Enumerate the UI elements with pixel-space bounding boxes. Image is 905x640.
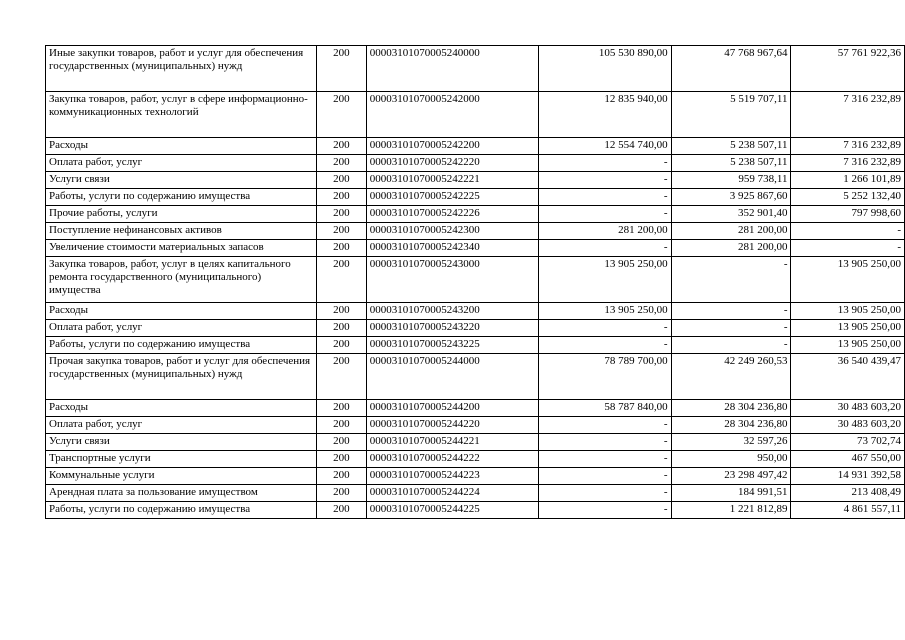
row-remaining-cell: 30 483 603,20 bbox=[791, 417, 905, 434]
row-executed-cell: 950,00 bbox=[671, 451, 791, 468]
row-executed-cell: 281 200,00 bbox=[671, 240, 791, 257]
row-name-cell: Транспортные услуги bbox=[46, 451, 317, 468]
row-kbk-cell: 00003101070005242225 bbox=[366, 189, 538, 206]
row-kbk-cell: 00003101070005244221 bbox=[366, 434, 538, 451]
row-name-cell: Расходы bbox=[46, 138, 317, 155]
row-approved-cell: - bbox=[539, 206, 671, 223]
row-remaining-cell: 7 316 232,89 bbox=[791, 155, 905, 172]
row-kbk-cell: 00003101070005243220 bbox=[366, 320, 538, 337]
row-remaining-cell: 13 905 250,00 bbox=[791, 257, 905, 303]
table-row bbox=[46, 240, 905, 257]
table-row bbox=[46, 320, 905, 337]
table-row bbox=[46, 46, 905, 92]
row-kbk-cell: 00003101070005240000 bbox=[366, 46, 538, 92]
row-executed-cell: 23 298 497,42 bbox=[671, 468, 791, 485]
row-approved-cell: - bbox=[539, 240, 671, 257]
row-kbk-cell: 00003101070005244220 bbox=[366, 417, 538, 434]
row-kbk-cell: 00003101070005242226 bbox=[366, 206, 538, 223]
row-code-cell: 200 bbox=[316, 354, 366, 400]
row-name-cell: Поступление нефинансовых активов bbox=[46, 223, 317, 240]
row-name-cell: Оплата работ, услуг bbox=[46, 320, 317, 337]
row-executed-cell: - bbox=[671, 320, 791, 337]
row-kbk-cell: 00003101070005244223 bbox=[366, 468, 538, 485]
row-executed-cell: 28 304 236,80 bbox=[671, 417, 791, 434]
row-approved-cell: - bbox=[539, 189, 671, 206]
row-executed-cell: - bbox=[671, 337, 791, 354]
table-row bbox=[46, 434, 905, 451]
row-name-cell: Закупка товаров, работ, услуг в целях капитального ремонта государственного (муниципального) имущества bbox=[46, 257, 317, 303]
row-remaining-cell: - bbox=[791, 223, 905, 240]
row-name-cell: Услуги связи bbox=[46, 434, 317, 451]
row-kbk-cell: 00003101070005242000 bbox=[366, 92, 538, 138]
row-kbk-cell: 00003101070005243225 bbox=[366, 337, 538, 354]
table-row bbox=[46, 468, 905, 485]
table-row bbox=[46, 189, 905, 206]
table-row bbox=[46, 303, 905, 320]
row-approved-cell: 12 554 740,00 bbox=[539, 138, 671, 155]
row-code-cell: 200 bbox=[316, 434, 366, 451]
row-kbk-cell: 00003101070005242200 bbox=[366, 138, 538, 155]
row-remaining-cell: 30 483 603,20 bbox=[791, 400, 905, 417]
row-remaining-cell: 5 252 132,40 bbox=[791, 189, 905, 206]
row-code-cell: 200 bbox=[316, 240, 366, 257]
row-name-cell: Увеличение стоимости материальных запасов bbox=[46, 240, 317, 257]
row-approved-cell: - bbox=[539, 434, 671, 451]
row-code-cell: 200 bbox=[316, 155, 366, 172]
table-row bbox=[46, 485, 905, 502]
row-remaining-cell: 73 702,74 bbox=[791, 434, 905, 451]
table-row bbox=[46, 172, 905, 189]
row-name-cell: Оплата работ, услуг bbox=[46, 417, 317, 434]
row-approved-cell: - bbox=[539, 172, 671, 189]
row-approved-cell: - bbox=[539, 502, 671, 519]
row-executed-cell: 184 991,51 bbox=[671, 485, 791, 502]
row-executed-cell: 959 738,11 bbox=[671, 172, 791, 189]
row-approved-cell: 13 905 250,00 bbox=[539, 303, 671, 320]
row-name-cell: Иные закупки товаров, работ и услуг для обеспечения государственных (муниципальных) нужд bbox=[46, 46, 317, 92]
row-code-cell: 200 bbox=[316, 502, 366, 519]
row-approved-cell: 78 789 700,00 bbox=[539, 354, 671, 400]
row-remaining-cell: - bbox=[791, 240, 905, 257]
row-executed-cell: 47 768 967,64 bbox=[671, 46, 791, 92]
row-kbk-cell: 00003101070005244225 bbox=[366, 502, 538, 519]
row-kbk-cell: 00003101070005244200 bbox=[366, 400, 538, 417]
row-code-cell: 200 bbox=[316, 303, 366, 320]
row-executed-cell: 28 304 236,80 bbox=[671, 400, 791, 417]
row-remaining-cell: 14 931 392,58 bbox=[791, 468, 905, 485]
row-executed-cell: 3 925 867,60 bbox=[671, 189, 791, 206]
row-code-cell: 200 bbox=[316, 337, 366, 354]
row-kbk-cell: 00003101070005243000 bbox=[366, 257, 538, 303]
row-code-cell: 200 bbox=[316, 485, 366, 502]
row-code-cell: 200 bbox=[316, 257, 366, 303]
row-approved-cell: - bbox=[539, 320, 671, 337]
row-executed-cell: 5 238 507,11 bbox=[671, 138, 791, 155]
row-code-cell: 200 bbox=[316, 172, 366, 189]
row-remaining-cell: 1 266 101,89 bbox=[791, 172, 905, 189]
row-remaining-cell: 13 905 250,00 bbox=[791, 303, 905, 320]
table-row bbox=[46, 451, 905, 468]
row-approved-cell: - bbox=[539, 451, 671, 468]
row-approved-cell: - bbox=[539, 468, 671, 485]
row-name-cell: Работы, услуги по содержанию имущества bbox=[46, 189, 317, 206]
row-code-cell: 200 bbox=[316, 223, 366, 240]
row-code-cell: 200 bbox=[316, 468, 366, 485]
row-executed-cell: 5 238 507,11 bbox=[671, 155, 791, 172]
table-row bbox=[46, 257, 905, 303]
row-name-cell: Расходы bbox=[46, 400, 317, 417]
row-executed-cell: - bbox=[671, 257, 791, 303]
row-kbk-cell: 00003101070005242340 bbox=[366, 240, 538, 257]
row-kbk-cell: 00003101070005244224 bbox=[366, 485, 538, 502]
row-approved-cell: 58 787 840,00 bbox=[539, 400, 671, 417]
row-approved-cell: - bbox=[539, 417, 671, 434]
row-code-cell: 200 bbox=[316, 189, 366, 206]
row-name-cell: Услуги связи bbox=[46, 172, 317, 189]
row-code-cell: 200 bbox=[316, 451, 366, 468]
row-code-cell: 200 bbox=[316, 400, 366, 417]
row-kbk-cell: 00003101070005243200 bbox=[366, 303, 538, 320]
row-executed-cell: 42 249 260,53 bbox=[671, 354, 791, 400]
row-kbk-cell: 00003101070005242220 bbox=[366, 155, 538, 172]
row-remaining-cell: 213 408,49 bbox=[791, 485, 905, 502]
table-row bbox=[46, 417, 905, 434]
row-name-cell: Работы, услуги по содержанию имущества bbox=[46, 502, 317, 519]
table-row bbox=[46, 223, 905, 240]
row-code-cell: 200 bbox=[316, 46, 366, 92]
row-name-cell: Арендная плата за пользование имуществом bbox=[46, 485, 317, 502]
table-row bbox=[46, 400, 905, 417]
table-row bbox=[46, 138, 905, 155]
row-approved-cell: 105 530 890,00 bbox=[539, 46, 671, 92]
row-remaining-cell: 36 540 439,47 bbox=[791, 354, 905, 400]
row-name-cell: Прочая закупка товаров, работ и услуг для обеспечения государственных (муниципальных) нужд bbox=[46, 354, 317, 400]
row-remaining-cell: 13 905 250,00 bbox=[791, 320, 905, 337]
row-name-cell: Работы, услуги по содержанию имущества bbox=[46, 337, 317, 354]
row-remaining-cell: 57 761 922,36 bbox=[791, 46, 905, 92]
row-executed-cell: 5 519 707,11 bbox=[671, 92, 791, 138]
table-row bbox=[46, 155, 905, 172]
row-code-cell: 200 bbox=[316, 138, 366, 155]
row-approved-cell: 12 835 940,00 bbox=[539, 92, 671, 138]
row-executed-cell: - bbox=[671, 303, 791, 320]
budget-table-body bbox=[46, 46, 905, 519]
row-remaining-cell: 467 550,00 bbox=[791, 451, 905, 468]
row-remaining-cell: 797 998,60 bbox=[791, 206, 905, 223]
table-row bbox=[46, 502, 905, 519]
table-row bbox=[46, 206, 905, 223]
row-kbk-cell: 00003101070005242300 bbox=[366, 223, 538, 240]
row-name-cell: Прочие работы, услуги bbox=[46, 206, 317, 223]
row-approved-cell: 281 200,00 bbox=[539, 223, 671, 240]
row-kbk-cell: 00003101070005244222 bbox=[366, 451, 538, 468]
table-row bbox=[46, 92, 905, 138]
row-approved-cell: - bbox=[539, 485, 671, 502]
row-name-cell: Оплата работ, услуг bbox=[46, 155, 317, 172]
row-code-cell: 200 bbox=[316, 92, 366, 138]
row-name-cell: Закупка товаров, работ, услуг в сфере информационно-коммуникационных технологий bbox=[46, 92, 317, 138]
row-approved-cell: 13 905 250,00 bbox=[539, 257, 671, 303]
row-executed-cell: 352 901,40 bbox=[671, 206, 791, 223]
row-code-cell: 200 bbox=[316, 206, 366, 223]
row-remaining-cell: 4 861 557,11 bbox=[791, 502, 905, 519]
row-approved-cell: - bbox=[539, 337, 671, 354]
row-executed-cell: 281 200,00 bbox=[671, 223, 791, 240]
row-name-cell: Коммунальные услуги bbox=[46, 468, 317, 485]
row-code-cell: 200 bbox=[316, 417, 366, 434]
row-approved-cell: - bbox=[539, 155, 671, 172]
table-row bbox=[46, 337, 905, 354]
row-remaining-cell: 7 316 232,89 bbox=[791, 138, 905, 155]
row-name-cell: Расходы bbox=[46, 303, 317, 320]
row-remaining-cell: 13 905 250,00 bbox=[791, 337, 905, 354]
row-executed-cell: 32 597,26 bbox=[671, 434, 791, 451]
row-kbk-cell: 00003101070005242221 bbox=[366, 172, 538, 189]
row-code-cell: 200 bbox=[316, 320, 366, 337]
row-kbk-cell: 00003101070005244000 bbox=[366, 354, 538, 400]
budget-table bbox=[45, 45, 905, 519]
row-executed-cell: 1 221 812,89 bbox=[671, 502, 791, 519]
row-remaining-cell: 7 316 232,89 bbox=[791, 92, 905, 138]
table-row bbox=[46, 354, 905, 400]
